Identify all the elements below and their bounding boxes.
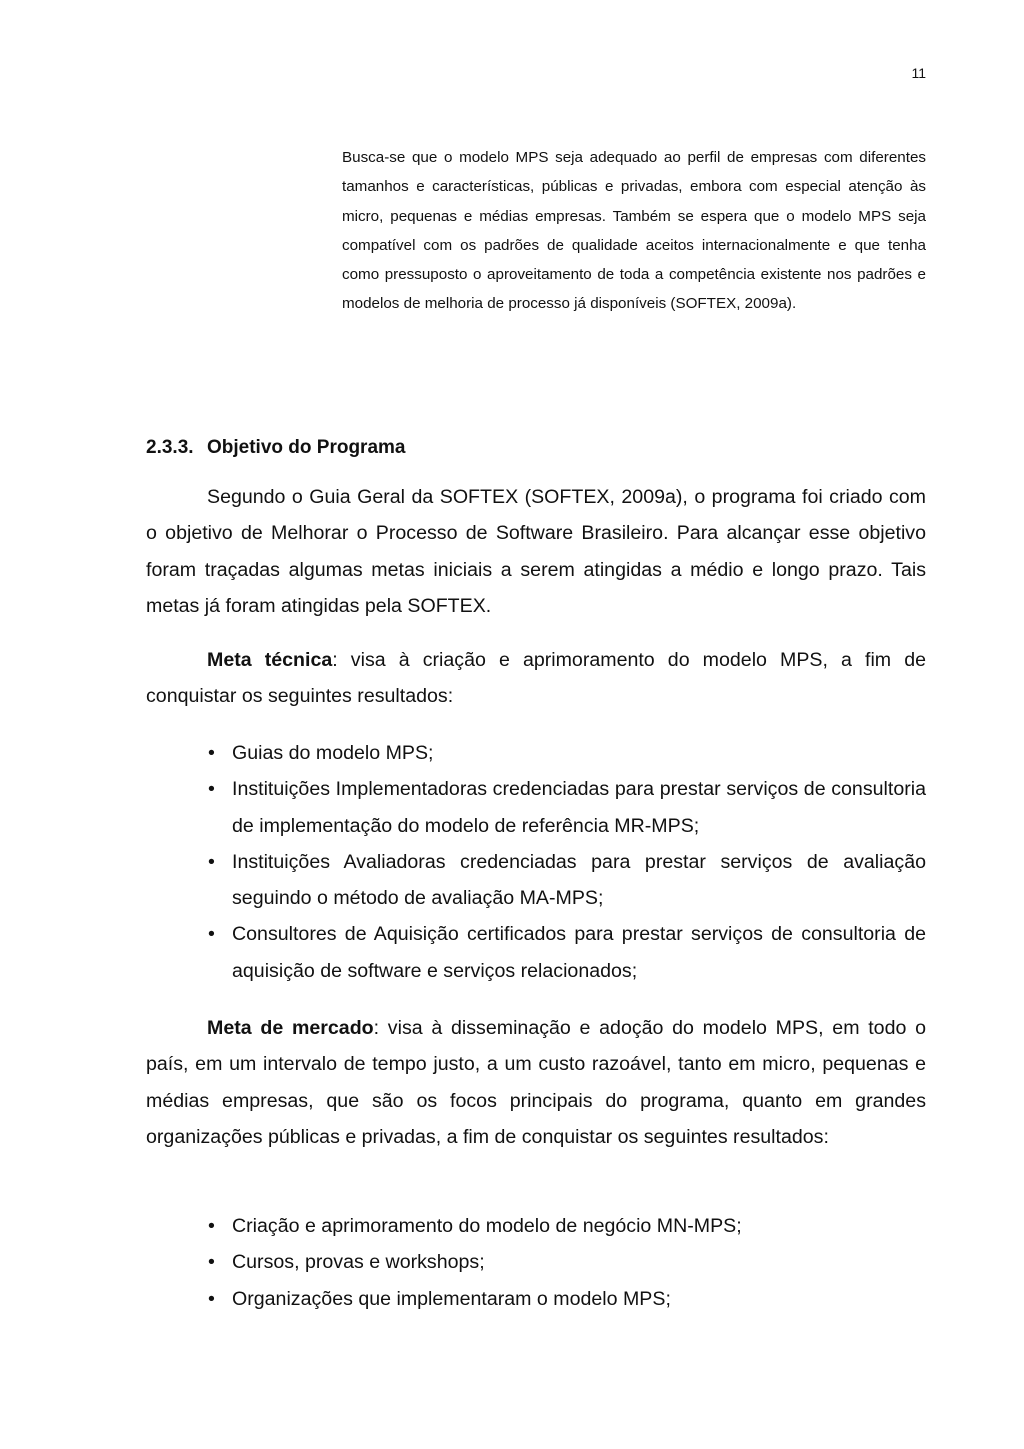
bullet-icon: • xyxy=(208,923,215,946)
section-heading xyxy=(146,436,405,460)
bullet-icon: • xyxy=(208,850,215,873)
bullet-icon: • xyxy=(208,1251,215,1274)
block-quote: Busca-se que o modelo MPS seja adequado ao perfil de empresas com diferentes tamanhos e características, públicas e privadas, embora com especial atenção às micro, pequenas e médias empresas. Também se espera que o modelo MPS seja compatível com os padrões de qualidade aceitos internacionalmente e que tenha como pressuposto o aproveitamento de toda a competência existente nos padrões e modelos de melhoria de processo já disponíveis (SOFTEX, 2009a). xyxy=(342,149,926,313)
meta-mercado-text: : visa à disseminação e adoção do modelo MPS, em todo o país, em um intervalo de tempo justo, a um custo razoável, tanto em micro, pequenas e médias empresas, que são os focos principais do programa, quanto em grandes organizações públicas e privadas, a fim de conquistar os seguintes resultados: xyxy=(146,1017,926,1148)
list-item xyxy=(146,1244,926,1280)
bullet-icon: • xyxy=(208,1287,215,1310)
list-item xyxy=(146,844,926,917)
meta-mercado-paragraph xyxy=(146,1010,926,1155)
list-item-text: Organizações que implementaram o modelo MPS; xyxy=(232,1287,671,1310)
list-item xyxy=(146,1281,926,1317)
section-number: 2.3.3. xyxy=(146,437,194,458)
meta-tecnica-label: Meta técnica xyxy=(207,649,333,671)
list-item xyxy=(146,735,926,771)
list-item-text: Cursos, provas e workshops; xyxy=(232,1251,485,1274)
list-item xyxy=(146,1208,926,1244)
intro-paragraph: Segundo o Guia Geral da SOFTEX (SOFTEX, 2009a), o programa foi criado com o objetivo de Melhorar o Processo de Software Brasileiro. Para alcançar esse objetivo foram traçadas algumas metas iniciais a serem atingidas a médio e longo prazo. Tais metas já foram atingidas pela SOFTEX. xyxy=(146,486,926,617)
section-title: Objetivo do Programa xyxy=(207,437,406,458)
meta-mercado-list xyxy=(146,1208,926,1317)
list-item-text: Guias do modelo MPS; xyxy=(232,742,434,764)
meta-tecnica-paragraph xyxy=(146,642,926,715)
list-item xyxy=(146,771,926,844)
list-item-text: Criação e aprimoramento do modelo de negócio MN-MPS; xyxy=(232,1215,742,1237)
meta-mercado-label: Meta de mercado xyxy=(207,1017,374,1039)
meta-tecnica-text: : visa à criação e aprimoramento do modelo MPS, a fim de conquistar os seguintes resultados: xyxy=(146,649,926,708)
meta-tecnica-list xyxy=(146,735,926,989)
bullet-icon: • xyxy=(208,778,215,801)
bullet-icon: • xyxy=(208,742,215,764)
page-number: 11 xyxy=(911,65,926,81)
list-item-text: Instituições Avaliadoras credenciadas para prestar serviços de avaliação seguindo o método de avaliação MA-MPS; xyxy=(232,850,926,910)
list-item-text: Consultores de Aquisição certificados para prestar serviços de consultoria de aquisição de software e serviços relacionados; xyxy=(232,923,926,982)
list-item-text: Instituições Implementadoras credenciadas para prestar serviços de consultoria de implementação do modelo de referência MR-MPS; xyxy=(232,778,926,837)
bullet-icon: • xyxy=(208,1215,215,1237)
list-item xyxy=(146,916,926,989)
